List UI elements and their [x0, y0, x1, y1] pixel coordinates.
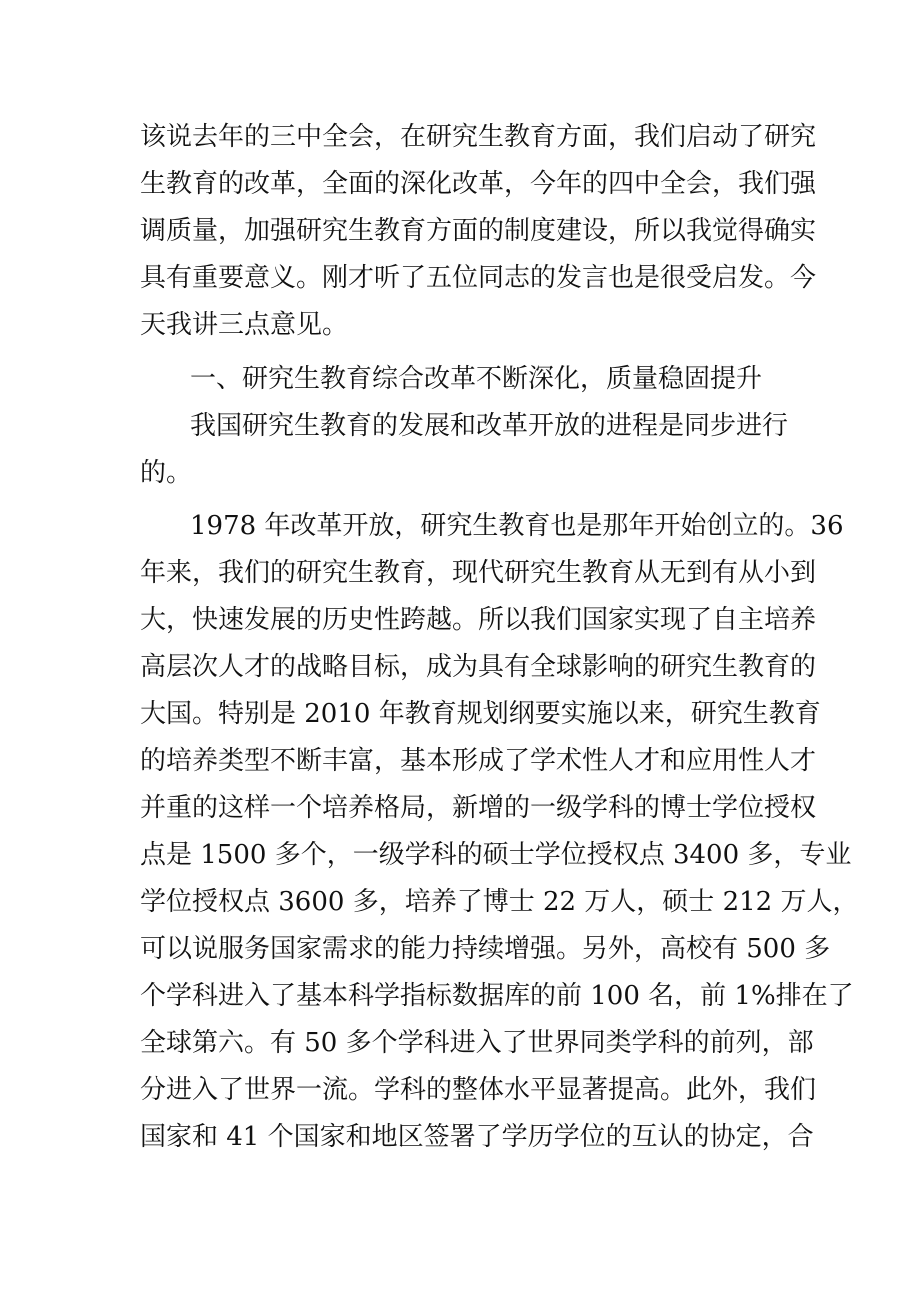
body-text-line: 天我讲三点意见。: [140, 310, 349, 340]
body-text-line: 全球第六。有 50 多个学科进入了世界同类学科的前列，部: [140, 1028, 814, 1058]
section-heading: 一、研究生教育综合改革不断深化，质量稳固提升: [190, 364, 763, 394]
body-text-line: 大，快速发展的历史性跨越。所以我们国家实现了自主培养: [140, 605, 817, 635]
body-text-line: 分进入了世界一流。学科的整体水平显著提高。此外，我们: [140, 1075, 817, 1105]
body-text-line: 大国。特别是 2010 年教育规划纲要实施以来，研究生教育: [140, 699, 821, 729]
body-text-line: 可以说服务国家需求的能力持续增强。另外，高校有 500 多: [140, 934, 831, 964]
body-text-line: 学位授权点 3600 多，培养了博士 22 万人，硕士 212 万人，: [140, 887, 859, 917]
body-text-line: 的培养类型不断丰富，基本形成了学术性人才和应用性人才: [140, 746, 817, 776]
body-text-line: 并重的这样一个培养格局，新增的一级学科的博士学位授权: [140, 793, 817, 823]
body-text-line: 年来，我们的研究生教育，现代研究生教育从无到有从小到: [140, 558, 817, 588]
body-text-line: 生教育的改革，全面的深化改革，今年的四中全会，我们强: [140, 169, 817, 199]
body-text-line: 国家和 41 个国家和地区签署了学历学位的互认的协定，合: [140, 1122, 814, 1152]
body-text-line: 具有重要意义。刚才听了五位同志的发言也是很受启发。今: [140, 263, 817, 293]
body-text-line: 我国研究生教育的发展和改革开放的进程是同步进行: [190, 411, 789, 441]
body-text-line: 调质量，加强研究生教育方面的制度建设，所以我觉得确实: [140, 216, 817, 246]
body-text-line: 该说去年的三中全会，在研究生教育方面，我们启动了研究: [140, 122, 817, 152]
body-text-line: 个学科进入了基本科学指标数据库的前 100 名，前 1%排在了: [140, 981, 854, 1011]
body-text-line: 1978 年改革开放，研究生教育也是那年开始创立的。36: [190, 511, 844, 541]
body-text-line: 点是 1500 多个，一级学科的硕士学位授权点 3400 多，专业: [140, 840, 852, 870]
body-text-line: 高层次人才的战略目标，成为具有全球影响的研究生教育的: [140, 652, 817, 682]
body-text-line: 的。: [140, 458, 193, 488]
